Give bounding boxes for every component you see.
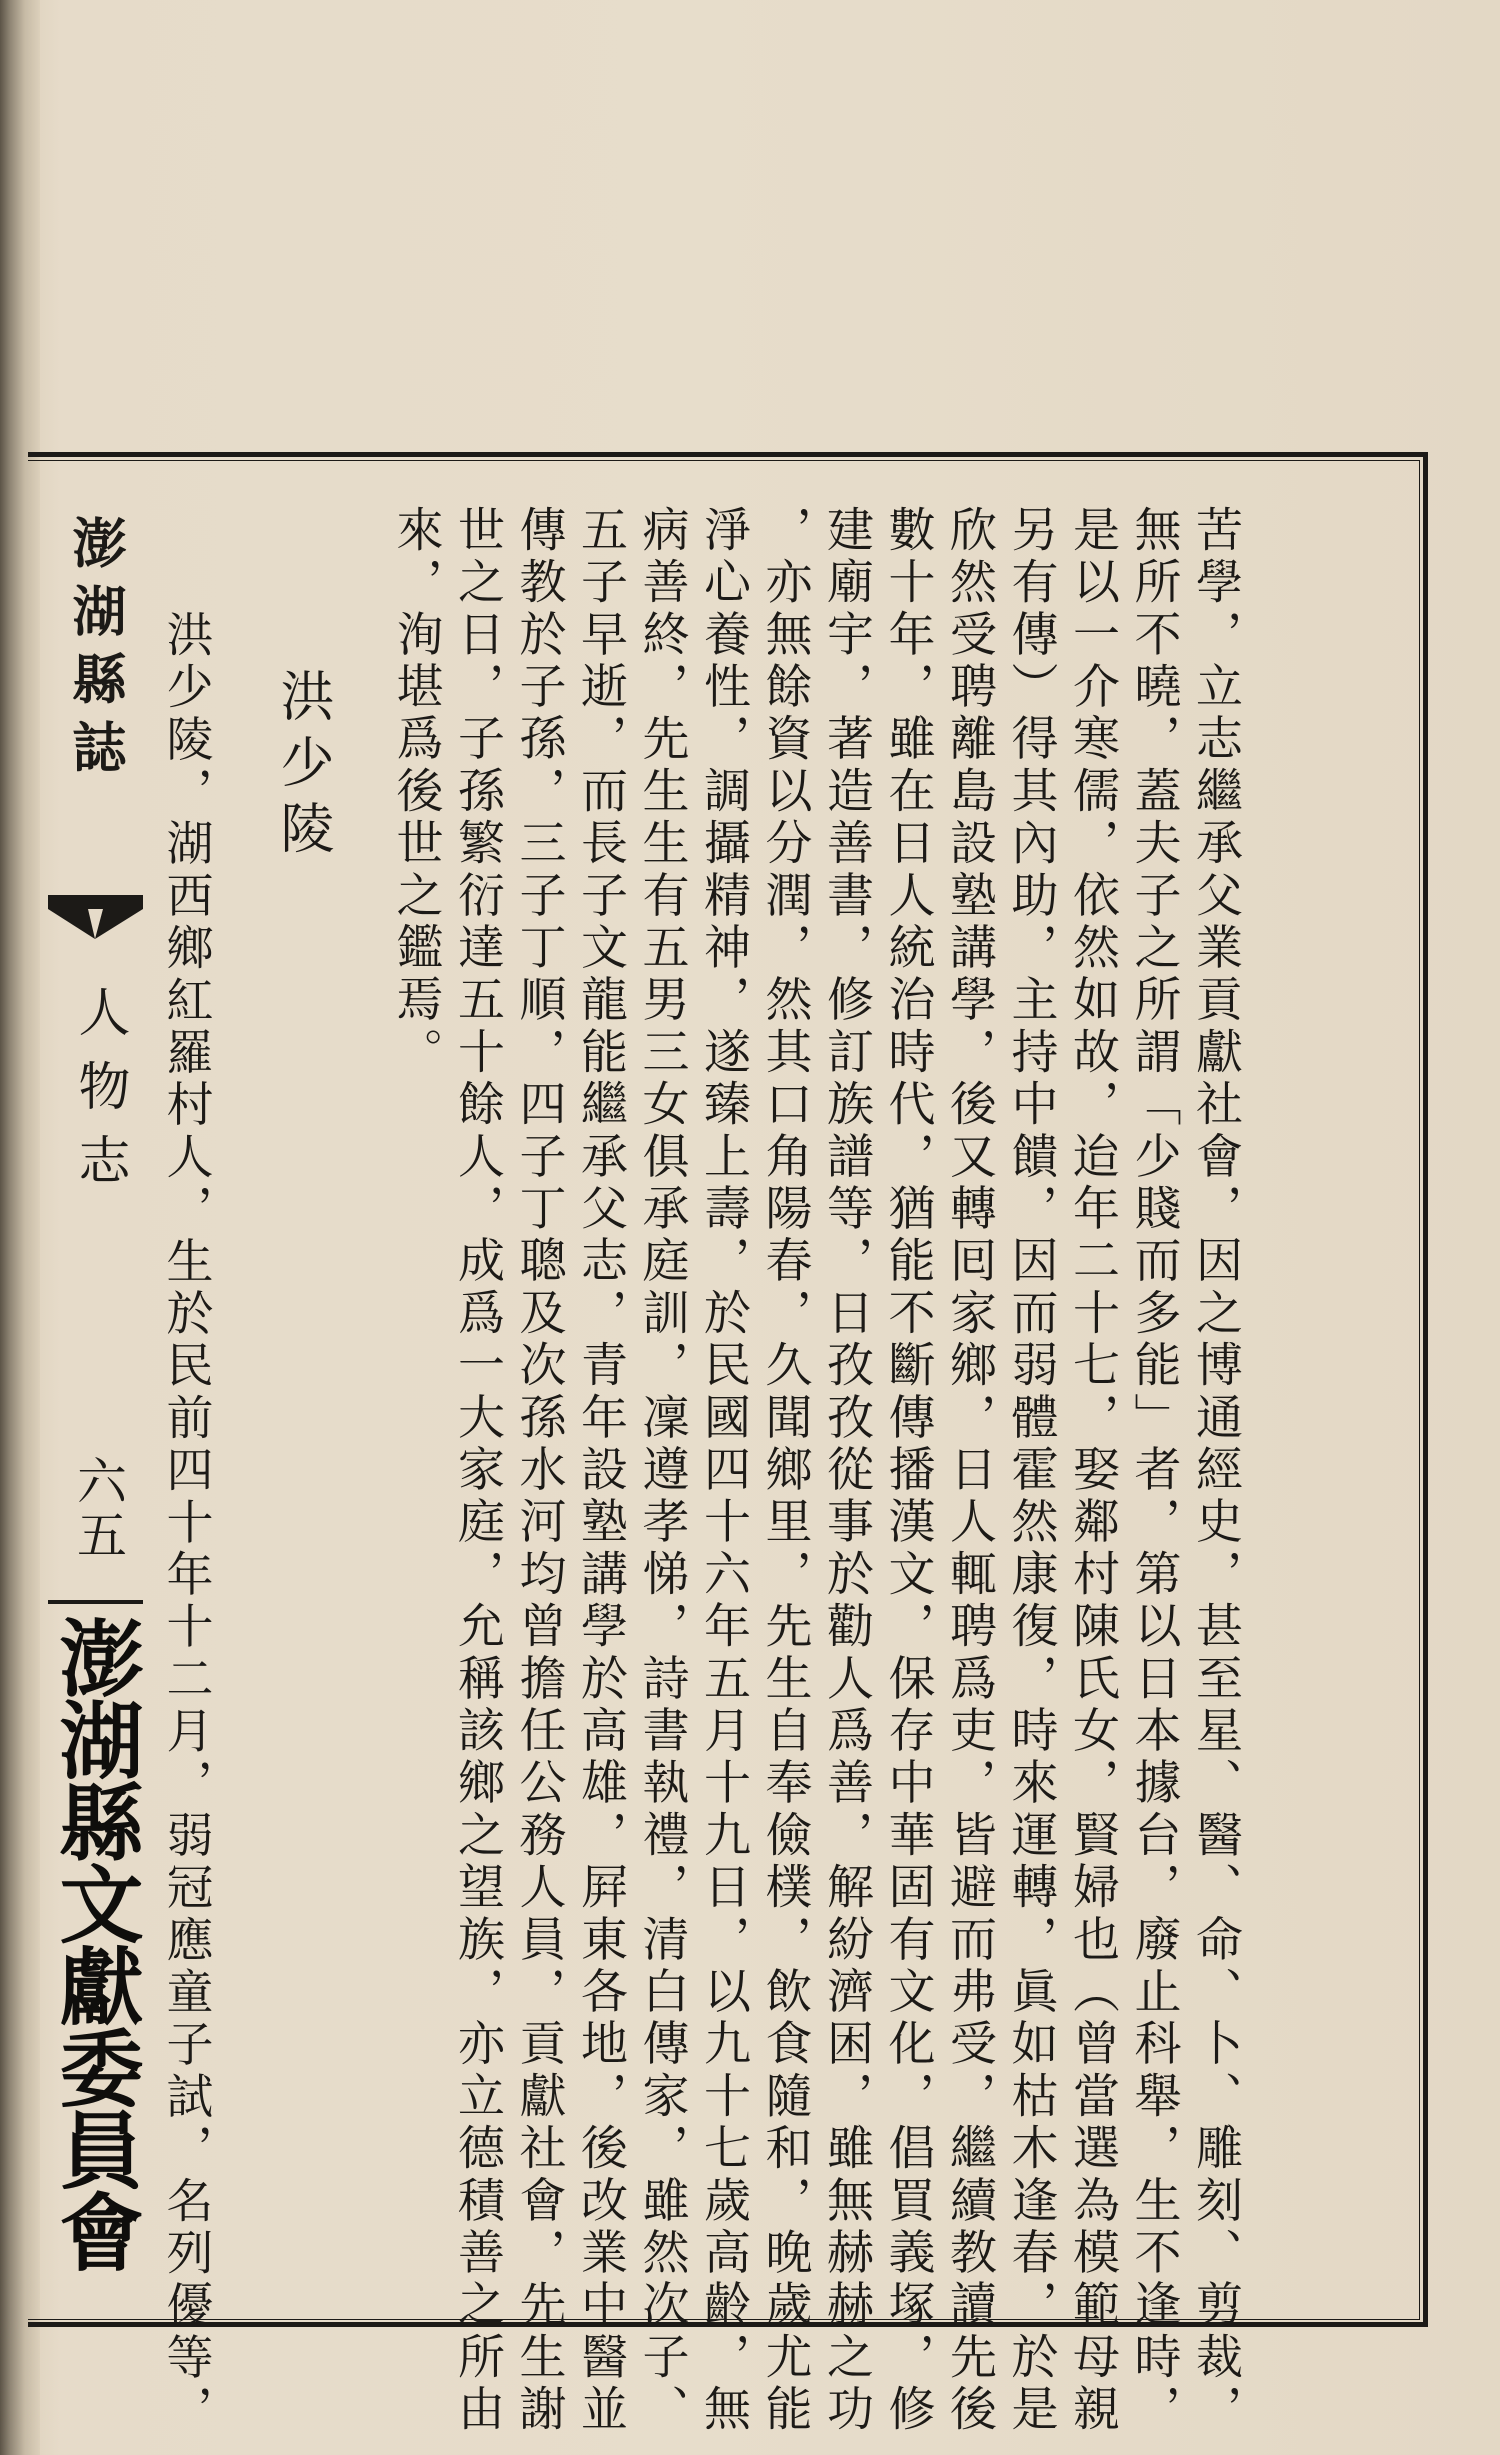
text-column: 苦學，立志繼承父業貢獻社會，因之博通經史，甚至星、醫、命、卜、雕刻、剪裁， xyxy=(1188,505,1243,2437)
text-column: 數十年，雖在日人統治時代，猶能不斷傳播漢文，保存中華固有文化，倡買義塚，修 xyxy=(880,505,936,2437)
book-title: 澎湖縣誌 xyxy=(64,515,128,787)
page-number: 六五 xyxy=(69,1455,127,1563)
text-column: 淨心養性，調攝精神，遂臻上壽，於民國四十六年五月十九日，以九十七歲高齡，無 xyxy=(696,505,751,2437)
publisher-name: 澎湖縣文獻委員會 xyxy=(46,1615,145,2271)
biography-body xyxy=(385,505,1246,2437)
text-column: 來，洵堪爲後世之鑑焉。 xyxy=(388,505,444,1080)
fish-tail-mark-icon xyxy=(48,895,143,965)
text-column: 世之日，子孫繁衍達五十餘人，成爲一大家庭，允稱該鄉之望族，亦立德積善之所由 xyxy=(450,505,505,2437)
entry-heading: 洪少陵 xyxy=(272,668,335,866)
text-column: 欣然受聘離島設塾講學，後又轉囘家鄉，日人輒聘爲吏，皆避而弗受，繼續教讀先後 xyxy=(942,505,997,2437)
text-column: 建廟宇，著造善書，修訂族譜等，日孜孜從事於勸人爲善，解紛濟困，雖無赫赫之功 xyxy=(819,505,874,2437)
text-column: ，亦無餘資以分潤，然其口角陽春，久聞鄉里，先生自奉儉樸，飲食隨和，晚歲尤能 xyxy=(757,505,813,2437)
text-column: 洪少陵，湖西鄉紅羅村人，生於民前四十年十二月，弱冠應童子試，名列優等， xyxy=(158,610,214,2437)
text-column: 無所不曉，蓋夫子之所謂「少賤而多能」者，第以日本據台，廢止科舉，生不逢時， xyxy=(1126,505,1182,2437)
text-column: 是以一介寒儒，依然如故，迨年二十七，娶鄰村陳氏女，賢婦也（曾當選為模範母親 xyxy=(1065,505,1120,2437)
text-column: 病善終，先生生有五男三女俱承庭訓，凜遵孝悌，詩書執禮，清白傳家，雖然次子、 xyxy=(634,505,690,2437)
text-column: 五子早逝，而長子文龍能繼承父志，青年設塾講學於高雄，屛東各地，後改業中醫並 xyxy=(573,505,628,2437)
section-name: 人物志 xyxy=(69,985,129,1207)
new-entry-text xyxy=(155,610,217,2437)
text-column: 傳教於子孫，三子丁順，四子丁聰及次孫水河均曾擔任公務人員，貢獻社會，先生謝 xyxy=(511,505,567,2437)
text-column: 另有傳）得其內助，主持中饋，因而弱體霍然康復，時來運轉，眞如枯木逢春，於是 xyxy=(1003,505,1059,2437)
margin-rule xyxy=(48,1600,143,1604)
